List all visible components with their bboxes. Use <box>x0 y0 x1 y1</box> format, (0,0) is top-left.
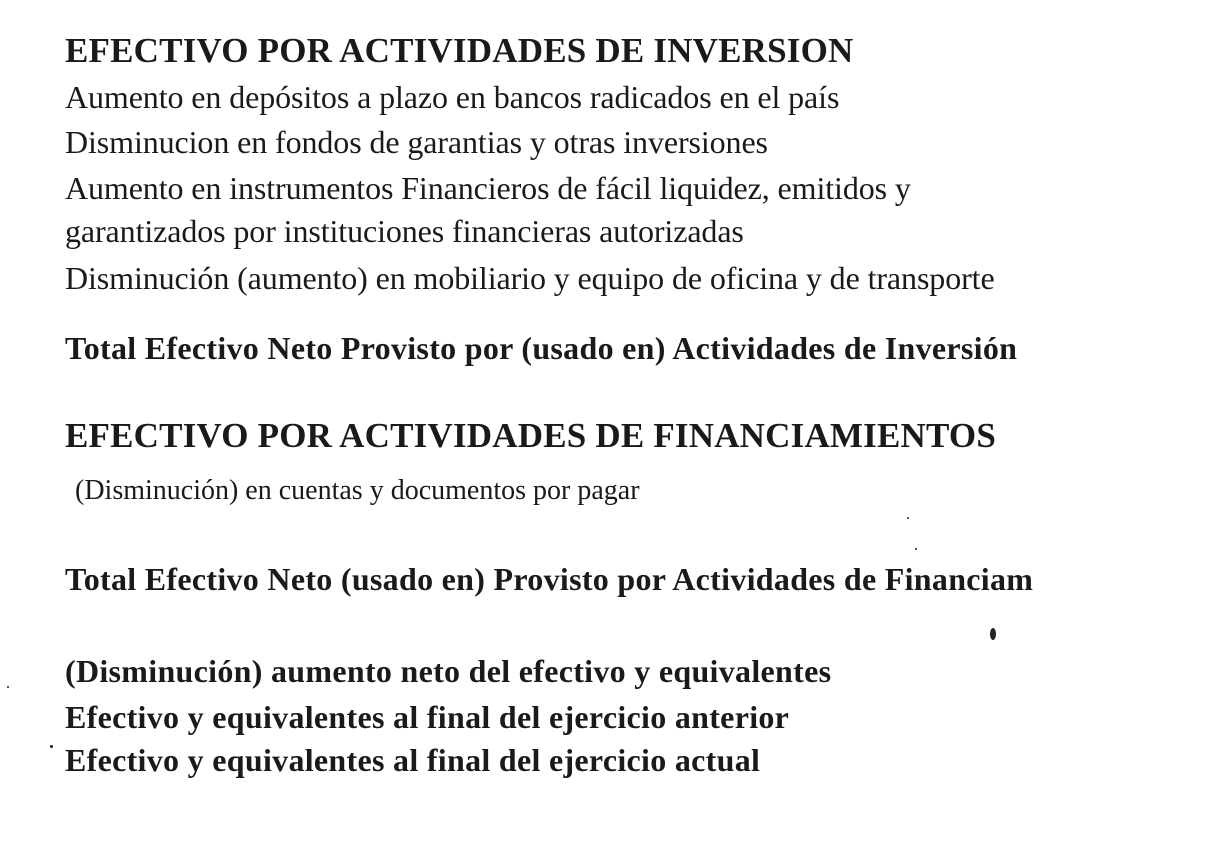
summary-beginning-balance: Efectivo y equivalentes al final del ejercicio anterior <box>65 699 790 735</box>
investing-total: Total Efectivo Neto Provisto por (usado en) Actividades de Inversión <box>65 330 1018 366</box>
summary-net-change: (Disminución) aumento neto del efectivo y equivalentes <box>65 653 832 689</box>
scan-speck <box>50 745 53 748</box>
investing-item-furniture-equipment: Disminución (aumento) en mobiliario y equipo de oficina y de transporte <box>65 260 995 296</box>
investing-item-guarantee-funds: Disminucion en fondos de garantias y otras inversiones <box>65 124 768 160</box>
investing-item-financial-instruments-cont: garantizados por instituciones financieras autorizadas <box>65 213 744 249</box>
scan-speck <box>7 686 9 688</box>
investing-item-time-deposits: Aumento en depósitos a plazo en bancos radicados en el país <box>65 79 840 115</box>
summary-ending-balance: Efectivo y equivalentes al final del ejercicio actual <box>65 742 761 778</box>
scan-speck <box>915 548 917 550</box>
scan-speck <box>990 628 996 640</box>
financing-total: Total Efectivo Neto (usado en) Provisto por Actividades de Financiam <box>65 561 1034 597</box>
investing-item-financial-instruments: Aumento en instrumentos Financieros de fácil liquidez, emitidos y <box>65 170 911 206</box>
financing-item-accounts-payable: (Disminución) en cuentas y documentos por pagar <box>75 475 640 506</box>
financing-heading: EFECTIVO POR ACTIVIDADES DE FINANCIAMIENTOS <box>65 416 997 455</box>
scan-speck <box>907 517 909 519</box>
investing-heading: EFECTIVO POR ACTIVIDADES DE INVERSION <box>65 31 854 70</box>
